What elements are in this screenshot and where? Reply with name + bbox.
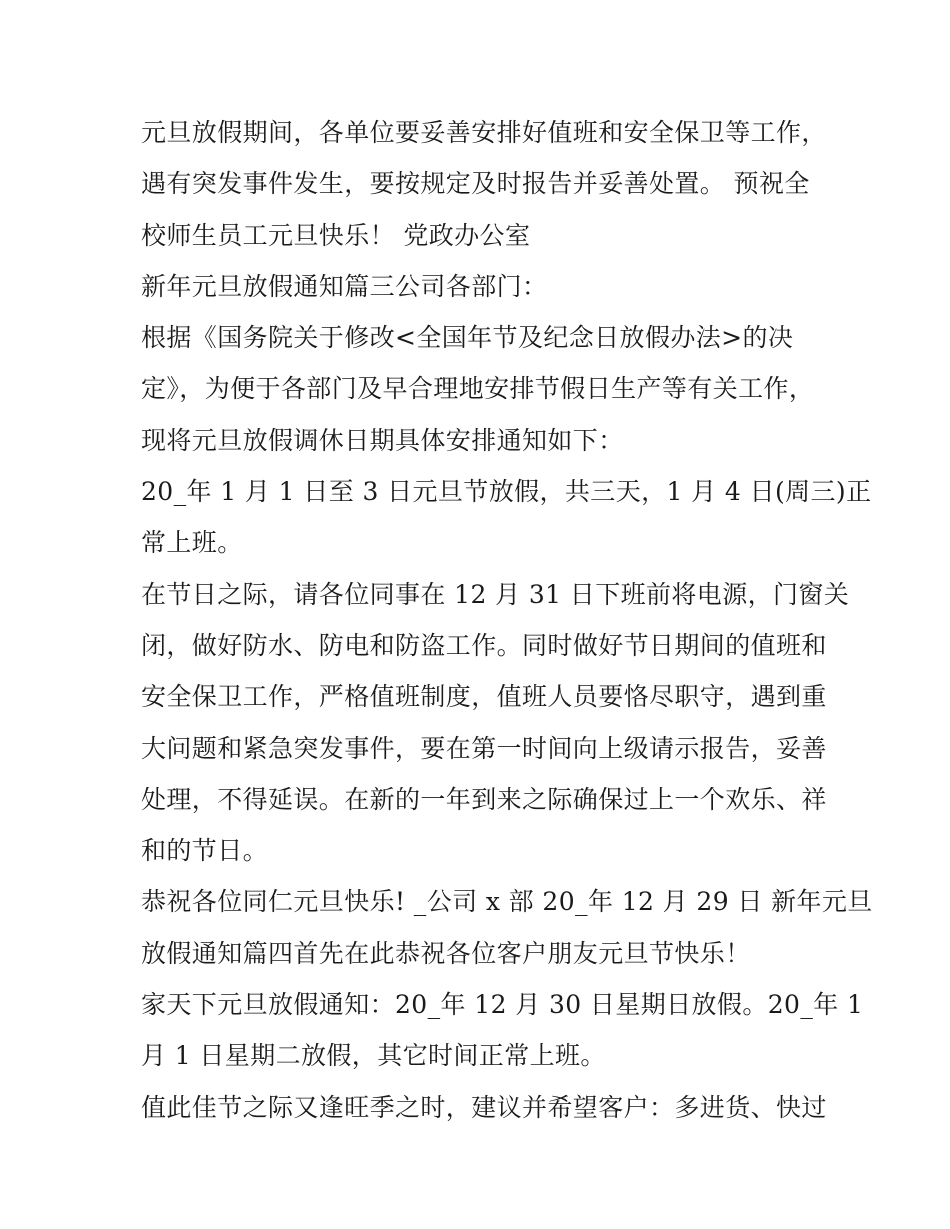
text-line: 月 1 日星期二放假，其它时间正常上班。 xyxy=(141,1041,606,1071)
text-line: 处理，不得延误。在新的一年到来之际确保过上一个欢乐、祥 xyxy=(141,784,827,814)
text-line: 遇有突发事件发生，要按规定及时报告并妥善处置。 预祝全 xyxy=(141,169,810,199)
text-line: 放假通知篇四首先在此恭祝各位客户朋友元旦节快乐！ xyxy=(141,938,751,968)
document-body xyxy=(141,107,873,1133)
text-line: 常上班。 xyxy=(141,528,243,558)
text-line: 恭祝各位同仁元旦快乐! _公司 x 部 20_年 12 月 29 日 新年元旦 xyxy=(141,887,873,917)
text-line: 闭，做好防水、防电和防盗工作。同时做好节日期间的值班和 xyxy=(141,630,827,660)
text-line: 在节日之际，请各位同事在 12 月 31 日下班前将电源，门窗关 xyxy=(141,579,850,609)
text-line: 现将元旦放假调休日期具体安排通知如下： xyxy=(141,425,624,455)
text-line: 大问题和紧急突发事件，要在第一时间向上级请示报告，妥善 xyxy=(141,733,827,763)
text-line: 安全保卫工作，严格值班制度，值班人员要恪尽职守，遇到重 xyxy=(141,682,827,712)
text-line: 20_年 1 月 1 日至 3 日元旦节放假，共三天，1 月 4 日(周三)正 xyxy=(141,477,872,507)
text-line: 定》，为便于各部门及早合理地安排节假日生产等有关工作， xyxy=(141,374,815,404)
text-line: 新年元旦放假通知篇三公司各部门： xyxy=(141,271,548,301)
text-line: 值此佳节之际又逢旺季之时，建议并希望客户：多进货、快过 xyxy=(141,1092,827,1122)
text-line: 根据《国务院关于修改<全国年节及纪念日放假办法>的决 xyxy=(141,323,794,353)
text-line: 元旦放假期间，各单位要妥善安排好值班和安全保卫等工作， xyxy=(141,118,827,147)
text-line: 和的节日。 xyxy=(141,836,269,866)
text-line: 校师生员工元旦快乐！ 党政办公室 xyxy=(141,220,531,250)
text-line: 家天下元旦放假通知：20_年 12 月 30 日星期日放假。20_年 1 xyxy=(141,990,864,1020)
